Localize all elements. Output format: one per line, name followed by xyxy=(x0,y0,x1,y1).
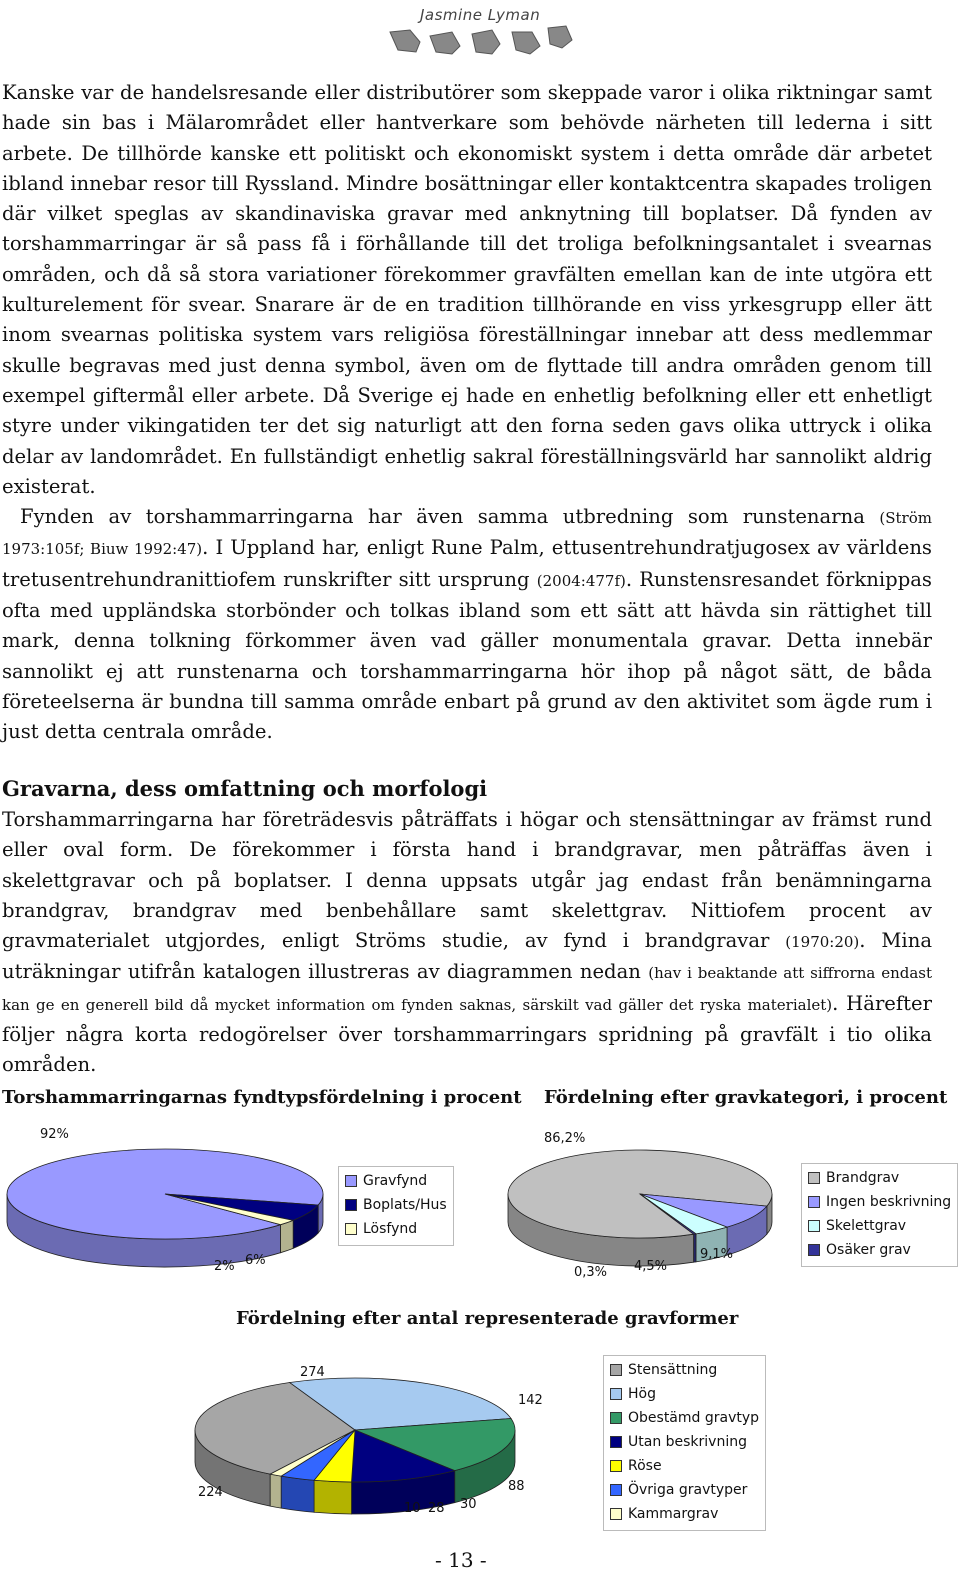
author-logo xyxy=(380,2,580,58)
legend-item xyxy=(610,1382,759,1406)
pie-value-label: 86,2% xyxy=(544,1131,586,1146)
chart-3-pie xyxy=(190,1350,590,1530)
chart-2-legend xyxy=(801,1163,958,1267)
chart-1-legend xyxy=(338,1166,454,1246)
legend-swatch xyxy=(345,1199,357,1211)
body-text xyxy=(2,78,932,748)
paragraph-2: Fynden av torshammarringarna har även samma utbredning som runstenarna (Ström 1973:105f; Biuw 1992:47). I Uppland har, enligt Rune Palm, ettusentrehundratjugosex av världens tretusentrehundranittiofem runskrifter sitt ursprung (2004:477f). Runstensresandet förknippas ofta med uppländska storbönder och tolkas ibland som ett sätt att hävda sin rättighet till mark, denna tolkning förkommer även vad gäller monumentala gravar. Detta innebär sannolikt ej att runstenarna och torshammarringarna hör ihop på något sätt, de båda företeelserna är bundna till samma område enbart på grund av den aktivitet som ägde rum i just detta centrala område. xyxy=(2,505,932,744)
legend-item xyxy=(610,1358,759,1382)
legend-item xyxy=(345,1217,447,1241)
chart-2-title: Fördelning efter gravkategori, i procent xyxy=(544,1087,948,1108)
legend-label: Utan beskrivning xyxy=(628,1434,747,1450)
chart-3-title: Fördelning efter antal representerade gravformer xyxy=(236,1308,739,1329)
section-heading: Gravarna, dess omfattning och morfologi xyxy=(2,776,488,801)
pie-value-label: 274 xyxy=(300,1365,325,1380)
paragraph-1: Kanske var de handelsresande eller distributörer som skeppade varor i olika riktningar samt hade sin bas i Mälarområdet eller hantverkare som behövde närheten till lederna i sitt arbete. De tillhörde kanske ett politiskt och ekonomiskt system i detta område där arbetet ibland innebar resor till Ryssland. Mindre bosättningar eller kontaktcentra skapades troligen där vilket speglas av skandinaviska gravar med anknytning till boplatser. Då fynden av torshammarringar är så pass få i förhållande till det troliga befolkningsantalet i svearnas områden, och då så stora variationer förekommer gravfälten emellan kan de inte utgöra ett kulturelement för svear. Snarare är de en tradition tillhörande en viss yrkesgrupp eller ätt inom svearnas politiska system vars religiösa föreställningar innebar att dess medlemmar skulle begravas med just denna symbol, även om de flyttade till andra områden genom till exempel giftermål eller arbete. Då Sverige ej hade en enhetlig befolkning eller ett enhetligt styre under vikingatiden ter det sig naturligt att den forna seden gavs olika uttryck i olika delar av landområdet. En fullständigt enhetlig sakral föreställningsvärld har sannolikt aldrig existerat. xyxy=(2,81,932,498)
chart-1-pie xyxy=(0,1118,330,1288)
pie-value-label: 92% xyxy=(40,1127,69,1142)
legend-swatch xyxy=(610,1364,622,1376)
pie-slice-side xyxy=(281,1220,294,1252)
pie-slice-side xyxy=(694,1234,696,1262)
legend-item xyxy=(610,1454,759,1478)
legend-swatch xyxy=(610,1436,622,1448)
legend-label: Brandgrav xyxy=(826,1170,900,1186)
pie-value-label: 0,3% xyxy=(574,1265,608,1280)
legend-item xyxy=(808,1190,951,1214)
legend-item xyxy=(610,1502,759,1526)
pie-value-label: 28 xyxy=(428,1501,445,1516)
paragraph-3: Torshammarringarna har företrädesvis påträffats i högar och stensättningar av främst rund eller oval form. De förekommer i första hand i brandgravar, men påträffas även i skelettgravar och på boplatser. I denna uppsats utgår jag endast från benämningarna brandgrav, brandgrav med benbehållare samt skelettgrav. Nittiofem procent av gravmaterialet utgjordes, enligt Ströms studie, av fynd i brandgravar (1970:20). Mina uträkningar utifrån katalogen illustreras av diagrammen nedan (hav i beaktande att siffrorna endast kan ge en generell bild då mycket information om fynden saknas, särskilt vad gäller det ryska materialet). Härefter följer några korta redogörelser över torshammarringars spridning på gravfält i tio olika områden. xyxy=(2,808,933,1077)
chart-2-pie xyxy=(500,1118,800,1288)
pie-value-label: 9,1% xyxy=(700,1247,734,1262)
legend-swatch xyxy=(345,1223,357,1235)
section-text xyxy=(2,805,932,1081)
legend-label: Obestämd gravtyp xyxy=(628,1410,760,1426)
legend-swatch xyxy=(808,1172,820,1184)
logo-text: Jasmine Lyman xyxy=(420,6,541,24)
legend-swatch xyxy=(808,1244,820,1256)
legend-swatch xyxy=(610,1412,622,1424)
legend-label: Osäker grav xyxy=(826,1242,911,1258)
pie-slice-side xyxy=(270,1474,281,1508)
legend-item xyxy=(808,1214,951,1238)
legend-swatch xyxy=(610,1484,622,1496)
legend-label: Ingen beskrivning xyxy=(826,1194,952,1210)
legend-swatch xyxy=(808,1220,820,1232)
legend-label: Övriga gravtyper xyxy=(628,1482,748,1498)
chart-1-title: Torshammarringarnas fyndtypsfördelning i procent xyxy=(2,1087,522,1108)
legend-label: Stensättning xyxy=(628,1362,718,1378)
pie-slice-side xyxy=(281,1476,314,1512)
legend-label: Lösfynd xyxy=(363,1221,418,1237)
legend-swatch xyxy=(345,1175,357,1187)
pie-value-label: 10 xyxy=(404,1501,421,1516)
legend-label: Röse xyxy=(628,1458,662,1474)
legend-swatch xyxy=(610,1508,622,1520)
page-number: - 13 - xyxy=(435,1548,487,1572)
pie-value-label: 30 xyxy=(460,1497,477,1512)
legend-item xyxy=(345,1193,447,1217)
legend-item xyxy=(345,1169,447,1193)
chart-3-legend xyxy=(603,1355,766,1531)
pie-value-label: 6% xyxy=(245,1253,266,1268)
legend-label: Boplats/Hus xyxy=(363,1197,447,1213)
legend-item xyxy=(610,1478,759,1502)
pie-value-label: 224 xyxy=(198,1485,223,1500)
legend-label: Gravfynd xyxy=(363,1173,428,1189)
pie-value-label: 88 xyxy=(508,1479,525,1494)
legend-swatch xyxy=(808,1196,820,1208)
legend-item xyxy=(610,1406,759,1430)
pie-value-label: 142 xyxy=(518,1393,543,1408)
legend-swatch xyxy=(610,1460,622,1472)
pie-value-label: 2% xyxy=(214,1259,235,1274)
legend-item xyxy=(808,1166,951,1190)
legend-label: Kammargrav xyxy=(628,1506,719,1522)
legend-swatch xyxy=(610,1388,622,1400)
legend-label: Hög xyxy=(628,1386,656,1402)
pie-slice-side xyxy=(314,1480,351,1514)
legend-label: Skelettgrav xyxy=(826,1218,907,1234)
pie-value-label: 4,5% xyxy=(634,1259,668,1274)
legend-item xyxy=(808,1238,951,1262)
legend-item xyxy=(610,1430,759,1454)
